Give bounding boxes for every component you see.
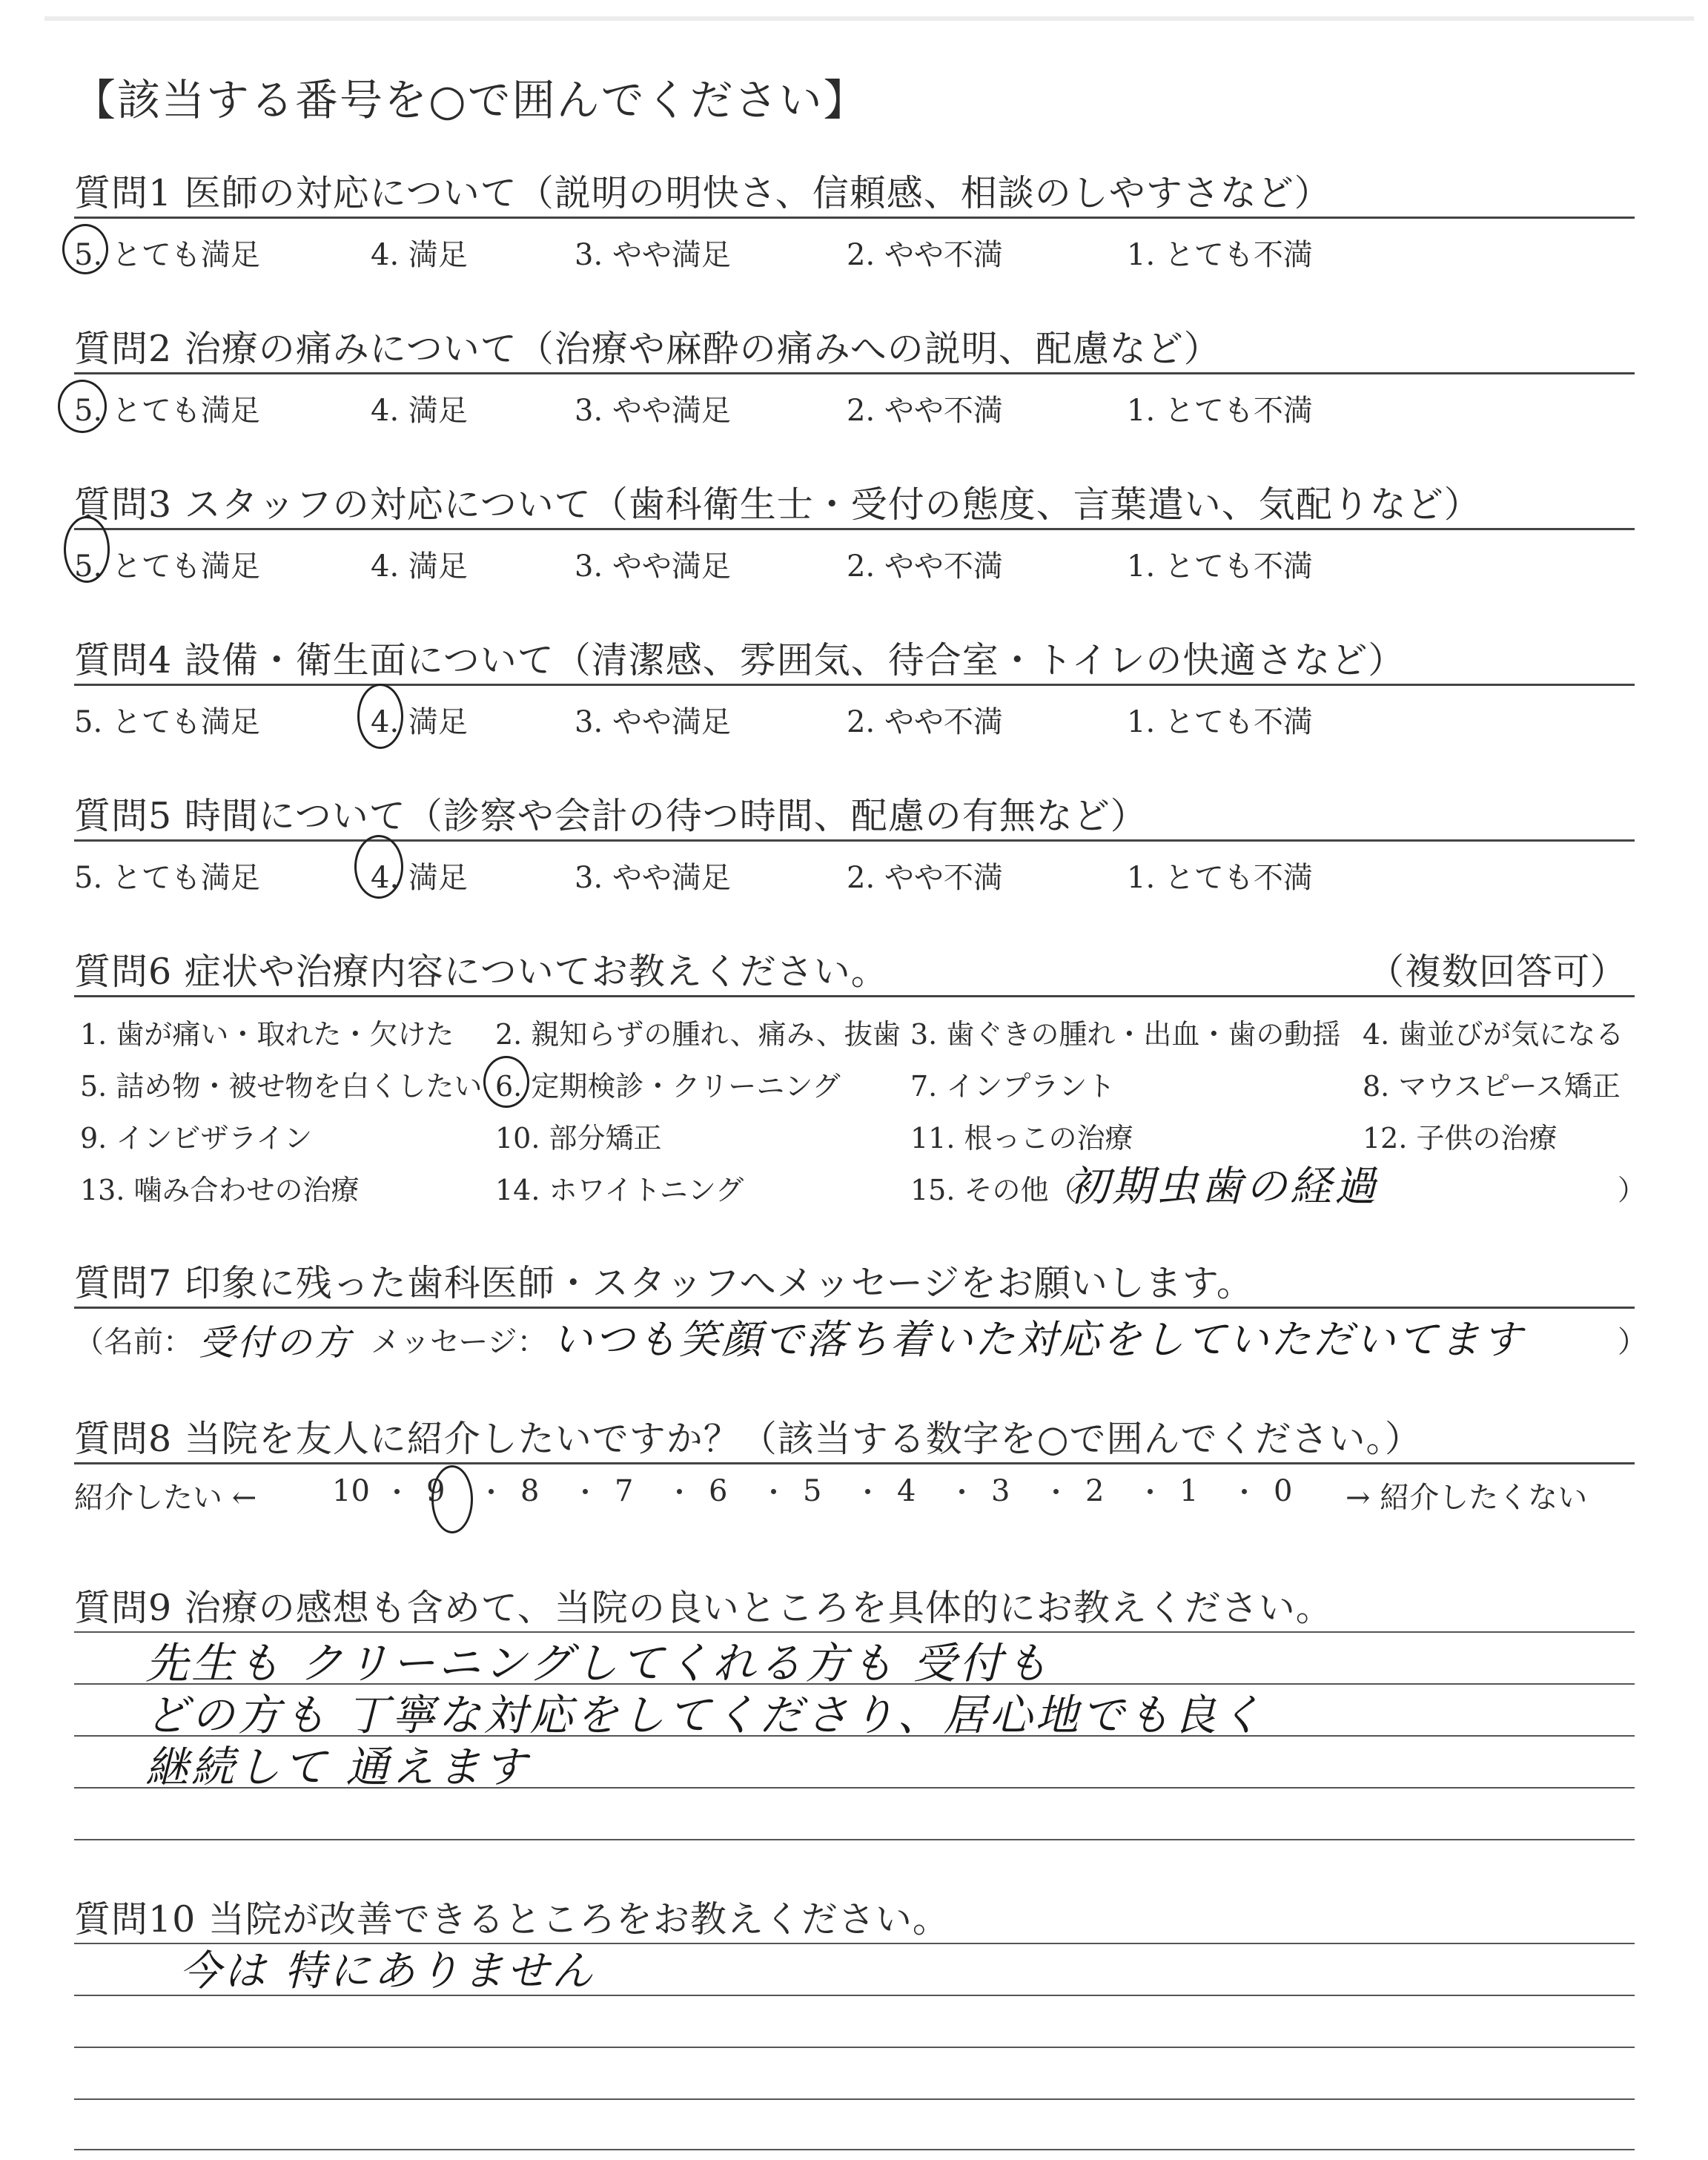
q8-scale-separator-dot — [394, 1489, 400, 1494]
q6-option-9[interactable]: 9. インビザライン — [80, 1122, 313, 1155]
q4-option-1[interactable]: 1. とても不満 — [1127, 705, 1313, 739]
q1-option-1[interactable]: 1. とても不満 — [1127, 238, 1313, 272]
q2-option-3[interactable]: 3. やや満足 — [575, 394, 731, 428]
q8-scale-value[interactable]: 2 — [1085, 1474, 1105, 1508]
q3-option-4[interactable]: 4. 満足 — [371, 549, 468, 584]
q7-message-label: メッセージ： — [371, 1325, 547, 1359]
q9-answer-line-3[interactable]: 継続して 通えます — [145, 1742, 530, 1792]
q1-option-4[interactable]: 4. 満足 — [371, 238, 468, 272]
q5-selected-circle — [354, 835, 403, 899]
q5-option-1[interactable]: 1. とても不満 — [1127, 861, 1313, 895]
top-edge-rule — [44, 16, 1694, 21]
q1-option-3[interactable]: 3. やや満足 — [575, 238, 731, 272]
q2-selected-circle — [58, 380, 107, 433]
q8-scale-value[interactable]: 8 — [520, 1474, 540, 1508]
q6-option-11[interactable]: 11. 根っこの治療 — [910, 1122, 1133, 1155]
question-1-rule — [74, 217, 1635, 219]
question-1-heading: 質問1 医師の対応について（説明の明快さ、信頼感、相談のしやすさなど） — [74, 172, 1331, 214]
question-5-heading: 質問5 時間について（診察や会計の待つ時間、配慮の有無など） — [74, 795, 1148, 837]
q4-option-2[interactable]: 2. やや不満 — [847, 705, 1003, 739]
q8-scale-separator-dot — [677, 1489, 682, 1494]
q10-line-rule — [74, 2149, 1635, 2150]
question-6-rule — [74, 995, 1635, 997]
q6-selected-circle — [483, 1056, 529, 1108]
q8-scale-value[interactable]: 9 — [426, 1474, 446, 1508]
q9-line-rule — [74, 1839, 1635, 1840]
q3-option-3[interactable]: 3. やや満足 — [575, 549, 731, 584]
q8-scale-separator-dot — [1053, 1489, 1059, 1494]
q10-line-rule — [74, 2047, 1635, 2048]
q6-option-8[interactable]: 8. マウスピース矯正 — [1363, 1070, 1621, 1103]
q8-right-label: → 紹介したくない — [1345, 1481, 1588, 1515]
q6-option-10[interactable]: 10. 部分矯正 — [495, 1122, 662, 1155]
question-2-heading: 質問2 治療の痛みについて（治療や麻酔の痛みへの説明、配慮など） — [74, 328, 1221, 370]
q3-option-5[interactable]: 5. とても満足 — [74, 549, 260, 584]
q8-scale-separator-dot — [1242, 1489, 1247, 1494]
q6-option-13[interactable]: 13. 噛み合わせの治療 — [80, 1174, 360, 1206]
q6-option-4[interactable]: 4. 歯並びが気になる — [1363, 1018, 1624, 1051]
q2-option-2[interactable]: 2. やや不満 — [847, 394, 1003, 428]
q8-selected-circle — [431, 1465, 473, 1533]
q8-scale-value[interactable]: 3 — [991, 1474, 1010, 1508]
q8-scale-value[interactable]: 10 — [332, 1474, 370, 1508]
q4-selected-circle — [357, 684, 403, 749]
q2-option-1[interactable]: 1. とても不満 — [1127, 394, 1313, 428]
question-9-heading: 質問9 治療の感想も含めて、当院の良いところを具体的にお教えください。 — [74, 1587, 1333, 1629]
q6-option-1[interactable]: 1. 歯が痛い・取れた・欠けた — [80, 1018, 454, 1051]
q8-scale-value[interactable]: 7 — [615, 1474, 634, 1508]
q2-option-5[interactable]: 5. とても満足 — [74, 394, 260, 428]
q8-scale-separator-dot — [583, 1489, 588, 1494]
q8-left-label: 紹介したい ← — [74, 1481, 257, 1515]
question-6-heading: 質問6 症状や治療内容についてお教えください。 — [74, 951, 888, 993]
q8-scale-separator-dot — [1148, 1489, 1153, 1494]
question-2-rule — [74, 372, 1635, 374]
page-title: 【該当する番号を○で囲んでください】 — [73, 75, 868, 125]
q10-answer-line-1[interactable]: 今は 特にありません — [179, 1947, 596, 1995]
question-3-rule — [74, 528, 1635, 530]
q6-other-handwritten[interactable]: 初期虫歯の経過 — [1068, 1163, 1379, 1211]
q8-scale-separator-dot — [865, 1489, 870, 1494]
q8-scale-value[interactable]: 0 — [1274, 1474, 1293, 1508]
q5-option-3[interactable]: 3. やや満足 — [575, 861, 731, 895]
q6-option-6[interactable]: 6. 定期検診・クリーニング — [495, 1070, 841, 1103]
q4-option-4[interactable]: 4. 満足 — [371, 705, 468, 739]
q8-scale-value[interactable]: 5 — [803, 1474, 822, 1508]
q6-option-3[interactable]: 3. 歯ぐきの腫れ・出血・歯の動揺 — [910, 1018, 1341, 1051]
q1-option-5[interactable]: 5. とても満足 — [74, 238, 260, 272]
q6-option-5[interactable]: 5. 詰め物・被せ物を白くしたい — [80, 1070, 483, 1103]
q7-message-handwritten[interactable]: いつも笑顔で落ち着いた対応をしていただいてます — [552, 1316, 1524, 1363]
q4-option-5[interactable]: 5. とても満足 — [74, 705, 260, 739]
q3-selected-circle — [64, 516, 110, 583]
question-3-heading: 質問3 スタッフの対応について（歯科衛生士・受付の態度、言葉遣い、気配りなど） — [74, 483, 1481, 526]
q4-option-3[interactable]: 3. やや満足 — [575, 705, 731, 739]
q3-option-2[interactable]: 2. やや不満 — [847, 549, 1003, 584]
q8-scale-value[interactable]: 6 — [709, 1474, 728, 1508]
q10-line-rule — [74, 2098, 1635, 2100]
q9-answer-line-1[interactable]: 先生も クリーニングしてくれる方も 受付も — [145, 1638, 1051, 1688]
q8-scale-separator-dot — [959, 1489, 964, 1494]
question-4-rule — [74, 684, 1635, 686]
q7-close-paren: ） — [1618, 1325, 1647, 1359]
q5-option-2[interactable]: 2. やや不満 — [847, 861, 1003, 895]
q8-scale-value[interactable]: 4 — [897, 1474, 916, 1508]
question-8-heading: 質問8 当院を友人に紹介したいですか？（該当する数字を○で囲んでください。） — [74, 1418, 1423, 1460]
q1-selected-circle — [62, 224, 108, 274]
q6-option-12[interactable]: 12. 子供の治療 — [1363, 1122, 1558, 1155]
question-8-rule — [74, 1462, 1635, 1464]
q8-scale-value[interactable]: 1 — [1179, 1474, 1199, 1508]
q8-scale-separator-dot — [489, 1489, 494, 1494]
q6-option-15[interactable]: 15. その他（ — [910, 1174, 1077, 1206]
question-4-heading: 質問4 設備・衛生面について（清潔感、雰囲気、待合室・トイレの快適さなど） — [74, 639, 1406, 681]
question-10-heading: 質問10 当院が改善できるところをお教えください。 — [74, 1898, 950, 1941]
q6-option-14[interactable]: 14. ホワイトニング — [495, 1174, 744, 1206]
q7-name-handwritten[interactable]: 受付の方 — [199, 1322, 354, 1364]
q7-name-label: （名前： — [74, 1325, 193, 1359]
q6-other-close-paren: ） — [1618, 1174, 1646, 1206]
q6-option-7[interactable]: 7. インプラント — [910, 1070, 1116, 1103]
q6-option-2[interactable]: 2. 親知らずの腫れ、痛み、抜歯 — [495, 1018, 901, 1051]
q5-option-5[interactable]: 5. とても満足 — [74, 861, 260, 895]
q8-scale-separator-dot — [771, 1489, 776, 1494]
q9-answer-line-2[interactable]: どの方も 丁寧な対応をしてくださり、居心地でも良く — [145, 1690, 1265, 1740]
question-5-rule — [74, 839, 1635, 842]
q6-multiple-answer-note: （複数回答可） — [1368, 951, 1628, 993]
q1-option-2[interactable]: 2. やや不満 — [847, 238, 1003, 272]
q5-option-4[interactable]: 4. 満足 — [371, 861, 468, 895]
question-7-heading: 質問7 印象に残った歯科医師・スタッフへメッセージをお願いします。 — [74, 1262, 1254, 1304]
q2-option-4[interactable]: 4. 満足 — [371, 394, 468, 428]
q3-option-1[interactable]: 1. とても不満 — [1127, 549, 1313, 584]
